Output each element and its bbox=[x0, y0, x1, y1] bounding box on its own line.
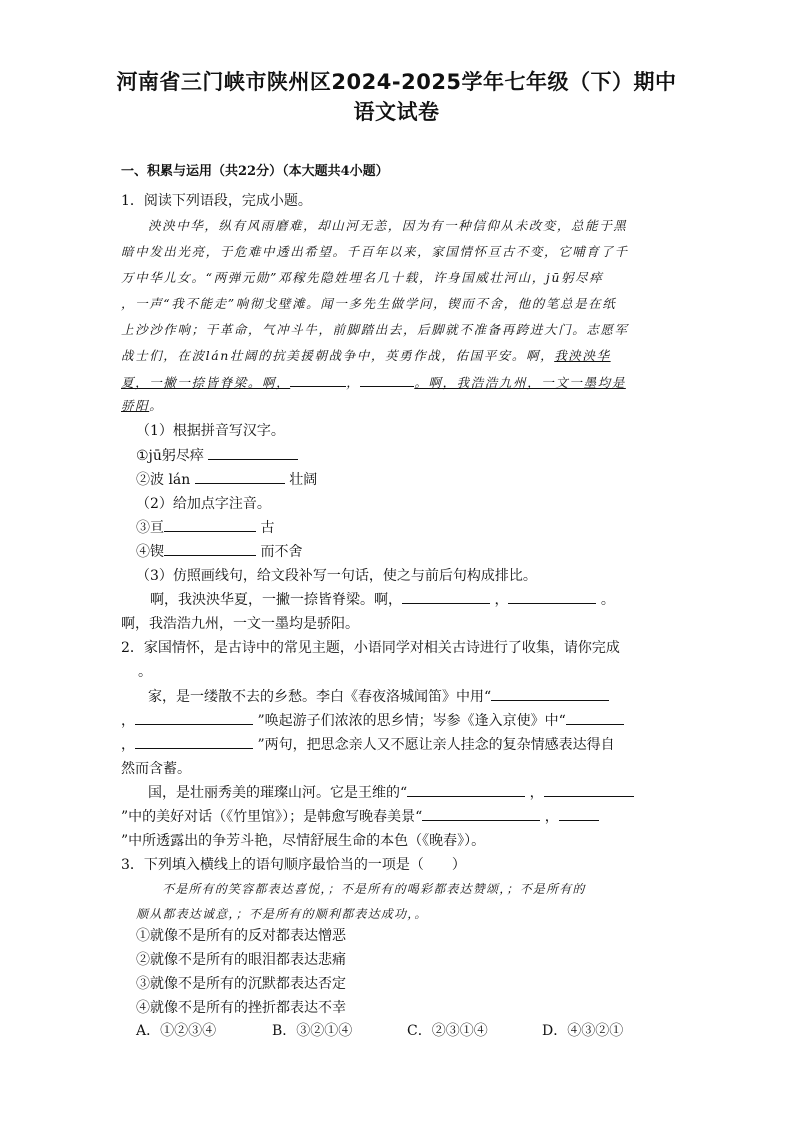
sub-question-2-b bbox=[136, 541, 302, 561]
passage-line-3: 万中华儿女。“两弹元勋”邓稼先隐姓埋名几十载，许身国威壮河山，jū躬尽瘁 bbox=[121, 270, 604, 285]
passage-line-1: 泱泱中华，纵有风雨磨难，却山河无恙，因为有一种信仰从未改变，总能于黑 bbox=[148, 218, 628, 233]
option-a[interactable]: A．①②③④ bbox=[136, 1023, 217, 1039]
q2-line-2 bbox=[121, 710, 624, 730]
comma: ， bbox=[494, 592, 509, 608]
passage-line-6 bbox=[121, 346, 611, 364]
blank[interactable] bbox=[360, 372, 414, 387]
q2-line-3 bbox=[121, 734, 615, 754]
answer-blank[interactable] bbox=[508, 589, 596, 604]
sub-question-1-b bbox=[136, 469, 317, 489]
sub-question-3-line-2: 啊，我浩浩九州，一文一墨均是骄阳。 bbox=[121, 616, 359, 632]
sub-question-2-a bbox=[136, 517, 274, 537]
q2-line-4: 然而含蓄。 bbox=[121, 761, 191, 777]
text: ， bbox=[529, 785, 544, 801]
sub-question-1-a bbox=[136, 445, 298, 465]
q3-item-1: ①就像不是所有的反对都表达憎恶 bbox=[136, 928, 346, 944]
answer-blank[interactable] bbox=[195, 469, 285, 484]
period: 。 bbox=[149, 398, 164, 413]
text: ”中的美好对话（《竹里馆》）；是韩愈写晚春美景“ bbox=[121, 809, 423, 825]
q2-line-7: ”中所透露出的争芳斗艳，尽情舒展生命的本色（《晚春》）。 bbox=[121, 833, 486, 849]
item-label: ②波 lán bbox=[136, 472, 191, 488]
option-d[interactable]: D．④③②① bbox=[542, 1023, 624, 1039]
q3-item-2: ②就像不是所有的眼泪都表达悲痛 bbox=[136, 952, 346, 968]
blank[interactable] bbox=[290, 372, 346, 387]
passage-line-2: 暗中发出光亮，于危难中透出希望。千百年以来，家国情怀亘古不变，它哺育了千 bbox=[121, 244, 629, 259]
text: ， bbox=[121, 713, 135, 729]
section-heading: 一、积累与运用（共22分）（本大题共4小题） bbox=[121, 164, 389, 179]
answer-blank[interactable] bbox=[407, 782, 525, 797]
underlined-sentence-end: 。啊，我浩浩九州，一文一墨均是 bbox=[414, 375, 626, 390]
answer-blank[interactable] bbox=[566, 710, 624, 725]
answer-blank[interactable] bbox=[559, 806, 599, 821]
q3-passage-line-2: 顺从都表达诚意，；不是所有的顺利都表达成功，。 bbox=[136, 907, 428, 921]
period: 。 bbox=[600, 592, 615, 608]
item-label: ①jū躬尽瘁 bbox=[136, 448, 204, 464]
passage-line-6-text: 战士们，在波lán壮阔的抗美援朝战争中，英勇作战，佑国平安。啊， bbox=[121, 348, 555, 363]
option-c[interactable]: C．②③①④ bbox=[407, 1023, 488, 1039]
underlined-sentence-start: 我泱泱华 bbox=[554, 348, 611, 363]
passage-line-5: 上沙沙作响；干革命，气冲斗牛，前脚踏出去，后脚就不准备再跨进大门。志愿军 bbox=[121, 322, 629, 337]
answer-blank[interactable] bbox=[544, 782, 634, 797]
answer-blank[interactable] bbox=[135, 710, 253, 725]
sub-question-2: （2）给加点字注音。 bbox=[136, 496, 271, 512]
item-label: ③亘 bbox=[136, 520, 164, 536]
sub-question-1: （1）根据拼音写汉字。 bbox=[136, 423, 285, 439]
text: ”唤起游子们浓浓的思乡情；岑参《逢入京使》中“ bbox=[257, 713, 566, 729]
text: ， bbox=[121, 737, 135, 753]
sub-question-3-line-1 bbox=[150, 589, 615, 609]
text: 国，是壮丽秀美的璀璨山河。它是王维的“ bbox=[148, 785, 408, 801]
answer-blank[interactable] bbox=[135, 734, 253, 749]
sub-question-3: （3）仿照画线句，给文段补写一句话，使之与前后句构成排比。 bbox=[136, 568, 537, 584]
item-label: ④锲 bbox=[136, 544, 164, 560]
text: ”两句，把思念亲人又不愿让亲人挂念的复杂情感表达得自 bbox=[257, 737, 615, 753]
question-2-stem: 2．家国情怀，是古诗中的常见主题，小语同学对相关古诗进行了收集，请你完成 bbox=[121, 640, 620, 656]
passage-line-7: 夏，一撇一捺皆脊梁。啊， ， 。啊，我浩浩九州，一文一墨均是 bbox=[121, 372, 626, 391]
underlined-sentence-tail: 骄阳 bbox=[121, 398, 150, 413]
question-3-stem: 3．下列填入横线上的语句顺序最恰当的一项是（ ） bbox=[121, 857, 466, 873]
text: ， bbox=[544, 809, 559, 825]
underlined-sentence: 夏，一撇一捺皆脊梁。啊， bbox=[121, 375, 291, 390]
q3-item-3: ③就像不是所有的沉默都表达否定 bbox=[136, 976, 346, 992]
answer-blank[interactable] bbox=[491, 686, 609, 701]
q2-line-6 bbox=[121, 806, 599, 826]
item-suffix: 壮阔 bbox=[289, 472, 318, 488]
item-suffix: 而不舍 bbox=[260, 544, 303, 560]
page-title: 河南省三门峡市陕州区2024-2025学年七年级（下）期中 bbox=[116, 70, 677, 94]
sentence-prefix: 啊，我泱泱华夏，一撇一捺皆脊梁。啊， bbox=[150, 592, 402, 608]
passage-line-4: ，一声“我不能走”响彻戈壁滩。闻一多先生做学问，锲而不舍，他的笔总是在纸 bbox=[121, 296, 617, 311]
answer-blank[interactable] bbox=[422, 806, 540, 821]
q3-item-4: ④就像不是所有的挫折都表达不幸 bbox=[136, 1000, 346, 1016]
q2-line-1 bbox=[148, 686, 609, 706]
text: 家，是一缕散不去的乡愁。李白《春夜洛城闻笛》中用“ bbox=[148, 689, 492, 705]
answer-blank[interactable] bbox=[402, 589, 490, 604]
question-1-stem: 1．阅读下列语段，完成小题。 bbox=[121, 193, 312, 209]
q3-passage-line-1: 不是所有的笑容都表达喜悦，；不是所有的喝彩都表达赞颂，；不是所有的 bbox=[162, 882, 586, 896]
question-2-stem-end: 。 bbox=[138, 664, 152, 680]
answer-blank[interactable] bbox=[164, 541, 256, 556]
answer-blank[interactable] bbox=[164, 517, 256, 532]
answer-blank[interactable] bbox=[208, 445, 298, 460]
passage-line-8 bbox=[121, 396, 163, 414]
item-suffix: 古 bbox=[260, 520, 275, 536]
page-subtitle: 语文试卷 bbox=[353, 100, 440, 124]
option-b[interactable]: B．③②①④ bbox=[272, 1023, 353, 1039]
q2-line-5 bbox=[148, 782, 634, 802]
